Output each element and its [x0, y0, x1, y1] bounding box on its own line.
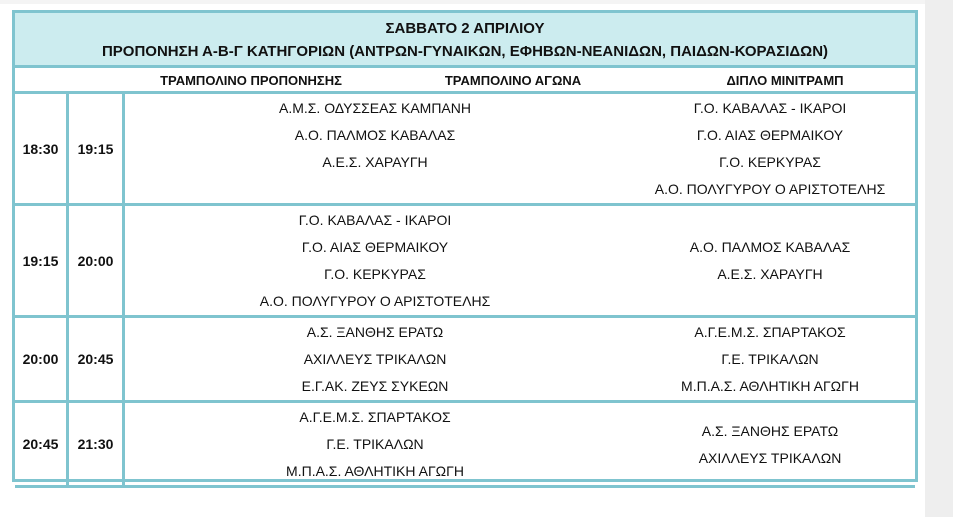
- time-block: [15, 94, 915, 206]
- double-mini-club-entry: Α.Ε.Σ. ΧΑΡΑΥΓΗ: [717, 266, 823, 282]
- trampoline-club-entry: Γ.Ο. ΚΑΒΑΛΑΣ - ΙΚΑΡΟΙ: [298, 212, 452, 228]
- column-header-competition-trampoline: ΤΡΑΜΠΟΛΙΝΟ ΑΓΩΝΑ: [444, 73, 582, 88]
- end-time: 20:00: [69, 206, 125, 315]
- double-mini-club-entry: Μ.Π.Α.Σ. ΑΘΛΗΤΙΚΗ ΑΓΩΓΗ: [681, 378, 859, 394]
- end-time: 20:45: [69, 318, 125, 400]
- double-mini-club-entry: ΑΧΙΛΛΕΥΣ ΤΡΙΚΑΛΩΝ: [698, 450, 842, 466]
- double-mini-club-entry: Γ.Ε. ΤΡΙΚΑΛΩΝ: [721, 351, 819, 367]
- schedule-subtitle: ΠΡΟΠΟΝΗΣΗ Α-Β-Γ ΚΑΤΗΓΟΡΙΩΝ (ΑΝΤΡΩΝ-ΓΥΝΑΙΚΩΝ, ΕΦΗΒΩΝ-ΝΕΑΝΙΔΩΝ, ΠΑΙΔΩΝ-ΚΟΡΑΣΙΔΩΝ): [101, 43, 829, 60]
- trampoline-club-entry: Γ.Ο. ΚΕΡΚΥΡΑΣ: [324, 266, 426, 282]
- page-right-edge: [925, 0, 953, 517]
- column-header-double-mini: ΔΙΠΛΟ ΜΙΝΙΤΡΑΜΠ: [726, 73, 844, 88]
- double-mini-club-entry: Γ.Ο. ΚΕΡΚΥΡΑΣ: [719, 154, 821, 170]
- time-block: [15, 206, 915, 318]
- trampoline-club-entry: Μ.Π.Α.Σ. ΑΘΛΗΤΙΚΗ ΑΓΩΓΗ: [286, 463, 464, 479]
- trampoline-club-entry: Α.Μ.Σ. ΟΔΥΣΣΕΑΣ ΚΑΜΠΑΝΗ: [279, 100, 471, 116]
- end-time: 19:15: [69, 94, 125, 203]
- double-mini-club-entry: Α.Γ.Ε.Μ.Σ. ΣΠΑΡΤΑΚΟΣ: [694, 324, 846, 340]
- trampoline-club-entry: Α.Γ.Ε.Μ.Σ. ΣΠΑΡΤΑΚΟΣ: [299, 409, 451, 425]
- start-time: 19:15: [15, 206, 69, 315]
- start-time: 20:00: [15, 318, 69, 400]
- start-time: 20:45: [15, 403, 69, 485]
- time-block: [15, 403, 915, 488]
- trampoline-club-entry: ΑΧΙΛΛΕΥΣ ΤΡΙΚΑΛΩΝ: [303, 351, 447, 367]
- schedule-table: [12, 10, 918, 482]
- title-band: [15, 13, 915, 68]
- double-mini-club-entry: Α.Ο. ΠΑΛΜΟΣ ΚΑΒΑΛΑΣ: [689, 239, 851, 255]
- start-time: 18:30: [15, 94, 69, 203]
- schedule-date-title: ΣΑΒΒΑΤΟ 2 ΑΠΡΙΛΙΟΥ: [385, 20, 545, 37]
- time-block: [15, 318, 915, 403]
- trampoline-club-entry: Ε.Γ.ΑΚ. ΖΕΥΣ ΣΥΚΕΩΝ: [301, 378, 449, 394]
- trampoline-club-entry: Α.Σ. ΞΑΝΘΗΣ ΕΡΑΤΩ: [306, 324, 444, 340]
- trampoline-club-entry: Α.Ε.Σ. ΧΑΡΑΥΓΗ: [322, 154, 428, 170]
- double-mini-club-entry: Γ.Ο. ΚΑΒΑΛΑΣ - ΙΚΑΡΟΙ: [693, 100, 847, 116]
- double-mini-club-entry: Α.Σ. ΞΑΝΘΗΣ ΕΡΑΤΩ: [701, 423, 839, 439]
- column-header-training-trampoline: ΤΡΑΜΠΟΛΙΝΟ ΠΡΟΠΟΝΗΣΗΣ: [160, 73, 342, 88]
- trampoline-club-entry: Α.Ο. ΠΟΛΥΓΥΡΟΥ Ο ΑΡΙΣΤΟΤΕΛΗΣ: [259, 293, 491, 309]
- page-top-edge: [0, 0, 953, 4]
- trampoline-club-entry: Γ.Ε. ΤΡΙΚΑΛΩΝ: [326, 436, 424, 452]
- double-mini-club-entry: Α.Ο. ΠΟΛΥΓΥΡΟΥ Ο ΑΡΙΣΤΟΤΕΛΗΣ: [654, 181, 886, 197]
- end-time: 21:30: [69, 403, 125, 485]
- trampoline-club-entry: Α.Ο. ΠΑΛΜΟΣ ΚΑΒΑΛΑΣ: [294, 127, 456, 143]
- column-header-row: [15, 68, 915, 94]
- double-mini-club-entry: Γ.Ο. ΑΙΑΣ ΘΕΡΜΑΙΚΟΥ: [696, 127, 844, 143]
- trampoline-club-entry: Γ.Ο. ΑΙΑΣ ΘΕΡΜΑΙΚΟΥ: [301, 239, 449, 255]
